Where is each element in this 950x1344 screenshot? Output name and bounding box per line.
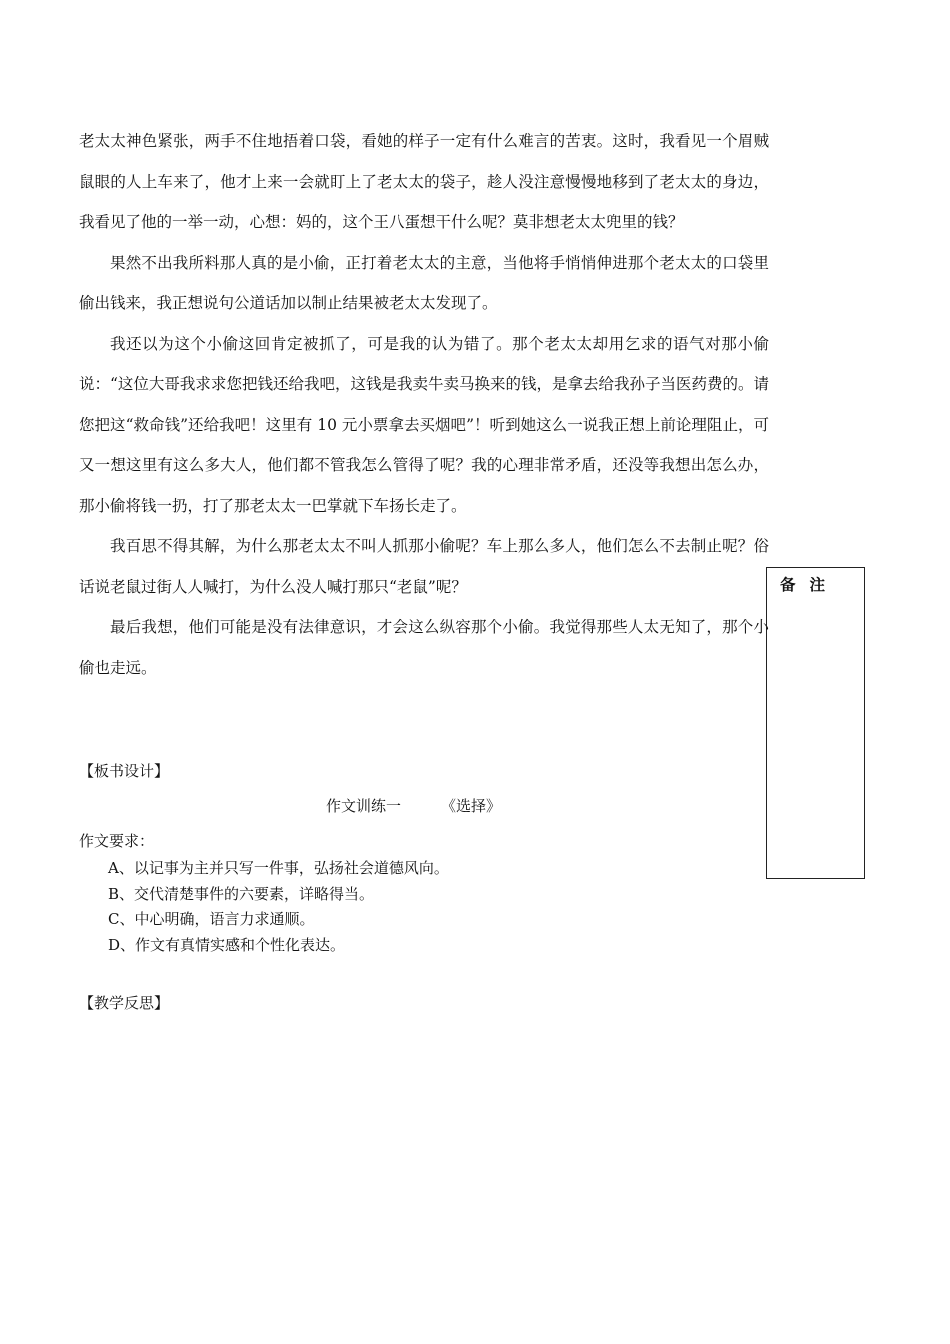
essay-paragraph-1: 老太太神色紧张，两手不住地捂着口袋，看她的样子一定有什么难言的苦衷。这时，我看见一个眉贼鼠眼的人上车来了，他才上来一会就盯上了老太太的袋子，趁人没注意慢慢地移到了老太太的身边，我看见了他的一举一动，心想：妈的，这个王八蛋想干什么呢？莫非想老太太兜里的钱？ xyxy=(79,132,769,231)
essay-body xyxy=(79,121,769,688)
essay-paragraph-3: 我还以为这个小偷这回肯定被抓了，可是我的认为错了。那个老太太却用乞求的语气对那小偷说：“这位大哥我求求您把钱还给我吧，这钱是我卖牛卖马换来的钱，是拿去给我孙子当医药费的。请您把这“救命钱”还给我吧！这里有 10 元小票拿去买烟吧”！听到她这么一说我正想上前论理阻止，可又一想这里有这么多大人，他们都不管我怎么管得了呢？我的心理非常矛盾，还没等我想出怎么办，那小偷将钱一扔，打了那老太太一巴掌就下车扬长走了。 xyxy=(79,334,769,515)
board-title-right: 《选择》 xyxy=(441,797,502,815)
essay-paragraph-2: 果然不出我所料那人真的是小偷，正打着老太太的主意，当他将手悄悄伸进那个老太太的口袋里偷出钱来，我正想说句公道话加以制止结果被老太太发现了。 xyxy=(79,253,769,312)
essay-paragraph-4: 我百思不得其解，为什么那老太太不叫人抓那小偷呢？车上那么多人，他们怎么不去制止呢？俗话说老鼠过街人人喊打，为什么没人喊打那只“老鼠”呢？ xyxy=(79,537,769,596)
requirement-item: A、以记事为主并只写一件事，弘扬社会道德风向。 xyxy=(108,859,449,877)
remarks-box xyxy=(766,567,865,879)
requirements-label: 作文要求： xyxy=(79,832,155,850)
essay-paragraph-5: 最后我想，他们可能是没有法律意识，才会这么纵容那个小偷。我觉得那些人太无知了，那个小偷也走远。 xyxy=(79,618,769,677)
requirement-item: D、作文有真情实感和个性化表达。 xyxy=(108,935,346,954)
remarks-title: 备注 xyxy=(780,575,840,594)
board-title-left: 作文训练一 xyxy=(326,797,402,815)
requirement-item: B、交代清楚事件的六要素，详略得当。 xyxy=(108,884,375,903)
requirement-item: C、中心明确，语言力求通顺。 xyxy=(108,910,315,928)
board-title xyxy=(326,795,501,817)
reflection-heading: 【教学反思】 xyxy=(79,994,170,1012)
board-design-heading: 【板书设计】 xyxy=(79,762,170,780)
requirements-list xyxy=(108,856,449,958)
